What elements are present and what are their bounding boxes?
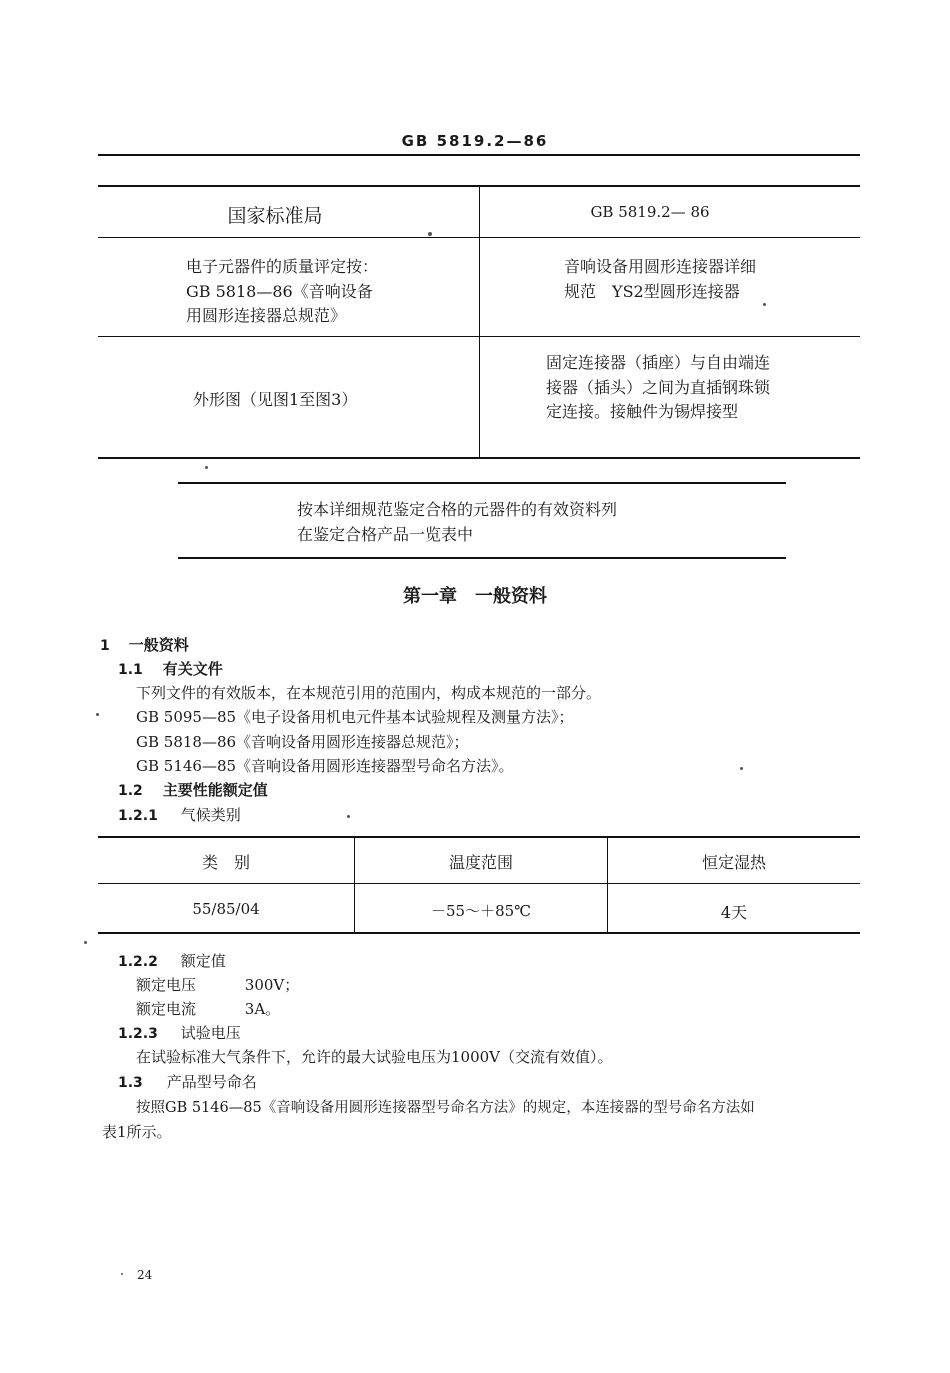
spec-title-line-1: 音响设备用圆形连接器详细 (564, 257, 757, 276)
quality-basis-line-2: GB 5818—86《音响设备 (186, 282, 373, 301)
section-1-3-text-line-1: 按照GB 5146—85《音响设备用圆形连接器型号命名方法》的规定，本连接器的型号命名方法如 (136, 1100, 755, 1116)
top-table-divider (479, 186, 480, 458)
connector-desc-line-3: 定连接。接触件为锡焊接型 (546, 402, 739, 421)
top-table-rule-bottom (98, 457, 860, 459)
spec-title-line-2: 规范 YS2型圆形连接器 (564, 282, 740, 301)
notice-rule-top (178, 482, 786, 484)
section-1-2-3-heading (118, 1022, 241, 1043)
climate-table-rule-bottom (98, 932, 860, 934)
rated-current-value: 3A。 (244, 1000, 281, 1018)
rated-voltage-label: 额定电压 (136, 976, 197, 994)
page-number: 24 (137, 1268, 153, 1282)
climate-header-humidity: 恒定湿热 (701, 853, 766, 872)
scan-speck (763, 303, 766, 306)
top-table-rule-1 (98, 237, 860, 238)
scan-speck (740, 767, 743, 770)
top-table-rule-2 (98, 336, 860, 337)
section-1-2-1-heading (118, 804, 241, 825)
rated-current (136, 998, 280, 1019)
reference-item: GB 5818—86《音响设备用圆形连接器总规范》； (136, 733, 469, 751)
issuer-name: 国家标准局 (227, 205, 323, 227)
scan-speck (96, 713, 99, 716)
section-title: 额定值 (180, 952, 226, 970)
section-1-3-heading (118, 1071, 257, 1092)
section-title: 气候类别 (180, 806, 241, 824)
notice-line-1: 按本详细规范鉴定合格的元器件的有效资料列 (297, 500, 618, 519)
section-number: 1.2.2 (118, 954, 158, 970)
section-title: 有关文件 (162, 660, 223, 678)
section-1-1-heading (118, 658, 223, 679)
rated-current-label: 额定电流 (136, 1000, 197, 1018)
section-1-2-heading (118, 779, 268, 800)
scan-speck (205, 466, 208, 469)
section-number: 1 (100, 638, 110, 654)
running-header-code: GB 5819.2—86 (401, 132, 549, 150)
section-1-1-text: 下列文件的有效版本，在本规范引用的范围内，构成本规范的一部分。 (136, 684, 602, 702)
section-1-3-text-line-2: 表1所示。 (102, 1123, 172, 1141)
section-number: 1.2.3 (118, 1026, 158, 1042)
climate-header-temperature: 温度范围 (448, 853, 513, 872)
connector-desc-line-1: 固定连接器（插座）与自由端连 (546, 353, 771, 372)
quality-basis-line-1: 电子元器件的质量评定按： (186, 257, 379, 276)
scan-speck (428, 232, 432, 236)
climate-table-rule-mid (98, 883, 860, 884)
climate-cell-humidity: 4天 (720, 903, 748, 922)
header-rule (98, 154, 860, 156)
chapter-title: 第一章 一般资料 (403, 586, 547, 607)
climate-cell-category: 55/85/04 (192, 900, 260, 918)
section-title: 主要性能额定值 (162, 781, 268, 799)
rated-voltage (136, 974, 299, 995)
section-1-2-2-heading (118, 950, 226, 971)
climate-cell-temperature: －55～＋85℃ (431, 902, 531, 920)
climate-header-category: 类 别 (201, 853, 250, 872)
section-number: 1.2.1 (118, 808, 158, 824)
notice-line-2: 在鉴定合格产品一览表中 (297, 525, 474, 544)
reference-item: GB 5095—85《电子设备用机电元件基本试验规程及测量方法》； (136, 708, 574, 726)
climate-table-rule-top (98, 836, 860, 838)
outline-drawing-ref: 外形图（见图1至图3） (193, 390, 358, 409)
rated-voltage-value: 300V； (244, 976, 300, 994)
section-title: 试验电压 (180, 1024, 241, 1042)
scan-speck (347, 815, 350, 818)
scan-speck (121, 1273, 123, 1275)
section-1-2-3-text: 在试验标准大气条件下，允许的最大试验电压为1000V（交流有效值）。 (136, 1048, 613, 1066)
notice-rule-bottom (178, 557, 786, 559)
section-1-heading (100, 634, 189, 655)
doc-number: GB 5819.2— 86 (590, 203, 710, 221)
section-number: 1.1 (118, 662, 143, 678)
scan-speck (84, 941, 87, 944)
section-number: 1.3 (118, 1075, 143, 1091)
connector-desc-line-2: 接器（插头）之间为直插钢珠锁 (546, 378, 771, 397)
section-title: 一般资料 (128, 636, 189, 654)
quality-basis-line-3: 用圆形连接器总规范》 (186, 306, 347, 325)
section-title: 产品型号命名 (166, 1073, 257, 1091)
reference-item: GB 5146—85《音响设备用圆形连接器型号命名方法》。 (136, 757, 514, 775)
section-number: 1.2 (118, 783, 143, 799)
